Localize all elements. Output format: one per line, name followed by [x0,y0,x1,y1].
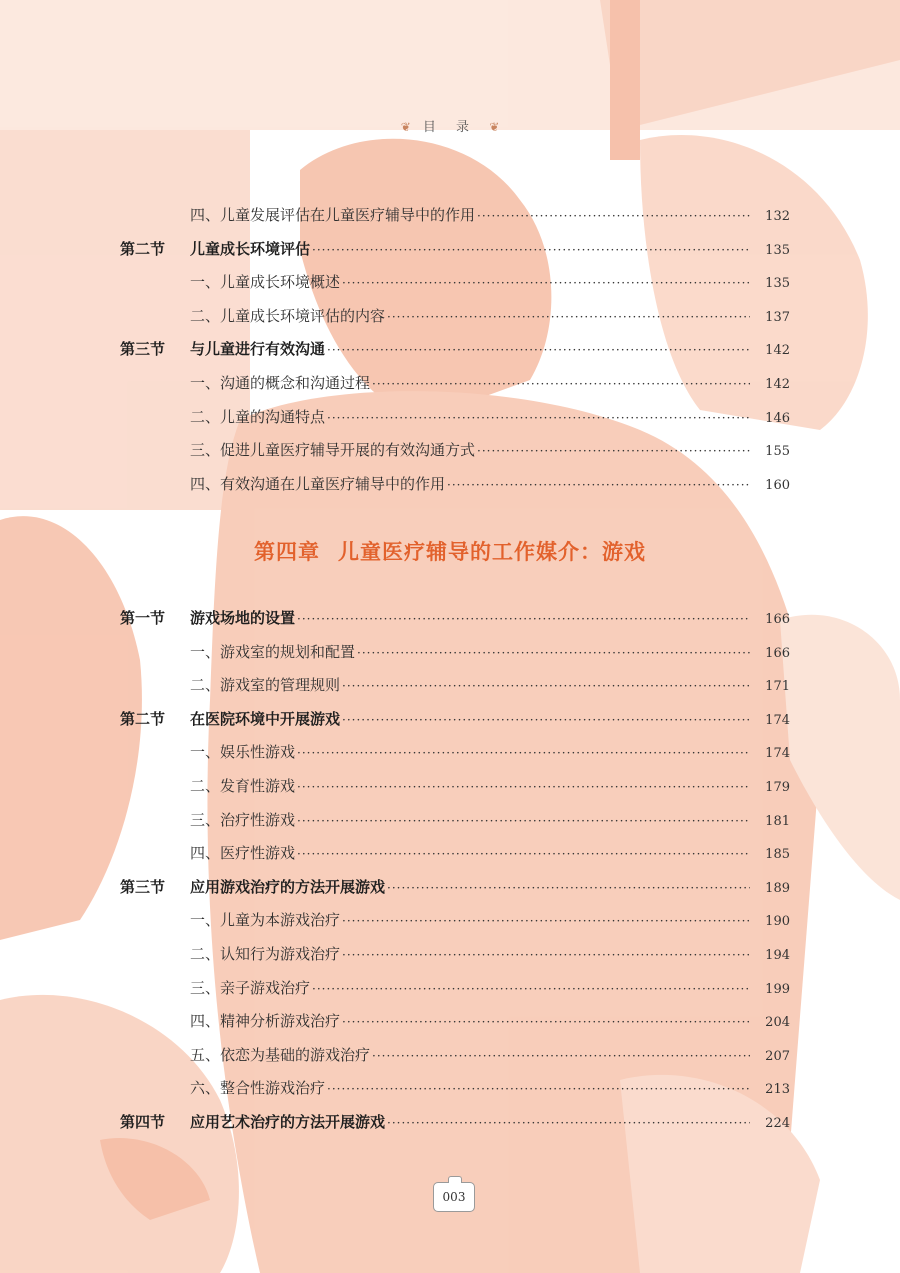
dot-leader [297,775,750,799]
toc-entry-title: 二、儿童的沟通特点 [190,407,326,426]
toc-entry-title: 二、发育性游戏 [190,777,296,795]
ornament-right-icon: ❦ [489,120,500,134]
toc-item-entry[interactable] [190,908,790,932]
toc-item-entry[interactable] [190,774,790,798]
toc-section-entry[interactable] [120,237,790,261]
toc-page-number: 155 [765,444,790,460]
dot-leader [312,977,750,1001]
toc-page-number: 174 [765,712,790,728]
toc-entry-title: 四、医疗性游戏 [190,844,296,863]
toc-page-number: 199 [765,981,790,997]
dot-leader [327,1077,750,1101]
toc-entry-title: 一、儿童为本游戏治疗 [190,911,341,930]
toc-section-entry[interactable] [120,707,790,731]
toc-entry-title: 应用艺术治疗的方法开展游戏 [190,1113,386,1131]
chapter-title-text: 儿童医疗辅导的工作媒介：游戏 [338,540,646,564]
toc-page-number: 132 [765,209,790,224]
toc-item-entry[interactable] [190,640,790,664]
toc-page-number: 171 [765,679,790,695]
toc-page-number: 189 [765,880,790,896]
toc-page-number: 160 [765,477,790,493]
dot-leader [477,439,750,463]
toc-page-number: 185 [765,847,790,863]
toc-section-entry[interactable] [120,1110,790,1134]
toc-item-entry[interactable] [190,203,790,227]
dot-leader [342,909,750,933]
toc-page-number: 137 [765,309,790,325]
dot-leader [297,809,750,833]
chapter-number: 第四章 [254,540,320,564]
dot-leader [297,741,750,765]
toc-item-entry[interactable] [190,841,790,865]
dot-leader [447,473,750,497]
toc-page-number: 142 [765,343,790,359]
toc-entry-title: 二、游戏室的管理规则 [190,676,341,695]
dot-leader [342,943,750,967]
toc-item-entry[interactable] [190,1009,790,1033]
dot-leader [297,607,750,631]
toc-page-number: 146 [765,410,790,426]
toc-entry-title: 四、精神分析游戏治疗 [190,1012,341,1031]
toc-page-number: 166 [765,645,790,661]
toc-page-number: 166 [765,612,790,627]
toc-section-number: 第四节 [120,1113,166,1131]
toc-entry-title: 儿童成长环境评估 [190,239,311,258]
dot-leader [312,238,750,262]
toc-entry-title: 四、儿童发展评估在儿童医疗辅导中的作用 [190,206,476,224]
toc-section-number: 第三节 [120,877,166,896]
toc-page-number: 190 [765,914,790,930]
dot-leader [297,842,750,866]
toc-section-number: 第二节 [120,709,166,728]
toc-entry-title: 五、依恋为基础的游戏治疗 [190,1045,371,1064]
toc-item-entry[interactable] [190,438,790,462]
toc-item-entry[interactable] [190,270,790,294]
toc-section-number: 第一节 [120,609,166,627]
toc-entry-title: 三、治疗性游戏 [190,810,296,829]
toc-entry-title: 一、娱乐性游戏 [190,743,296,762]
page-header [0,116,900,135]
dot-leader [357,641,750,665]
toc-page-number: 181 [765,813,790,829]
dot-leader [342,271,750,295]
ornament-left-icon: ❦ [400,120,411,134]
dot-leader [387,305,750,329]
toc-entry-title: 二、儿童成长环境评估的内容 [190,306,386,325]
toc-item-entry[interactable] [190,405,790,429]
toc-entry-title: 二、认知行为游戏治疗 [190,945,341,963]
toc-entry-title: 三、促进儿童医疗辅导开展的有效沟通方式 [190,441,476,460]
toc-page-number: 213 [765,1082,790,1098]
toc-item-entry[interactable] [190,472,790,496]
chapter-title [0,536,900,566]
toc-item-entry[interactable] [190,808,790,832]
dot-leader [327,406,750,430]
toc-entry-title: 一、沟通的概念和沟通过程 [190,374,371,392]
dot-leader [342,1010,750,1034]
dot-leader [372,372,750,396]
page-number: 003 [433,1182,475,1212]
toc-page-number: 135 [765,242,790,258]
toc-entry-title: 三、亲子游戏治疗 [190,978,311,997]
toc-item-entry[interactable] [190,976,790,1000]
toc-item-entry[interactable] [190,942,790,966]
dot-leader [387,876,750,900]
toc-page-number: 194 [765,948,790,963]
toc-section-entry[interactable] [120,875,790,899]
toc-item-entry[interactable] [190,304,790,328]
toc-page-number: 174 [765,746,790,762]
toc-item-entry[interactable] [190,371,790,395]
toc-section-entry[interactable] [120,337,790,361]
dot-leader [387,1111,750,1135]
toc-section-entry[interactable] [120,606,790,630]
toc-page-number: 179 [765,780,790,795]
toc-section-number: 第三节 [120,340,166,359]
toc-page-number: 224 [765,1116,790,1131]
toc-item-entry[interactable] [190,673,790,697]
toc-entry-title: 在医院环境中开展游戏 [190,709,341,728]
toc-entry-title: 与儿童进行有效沟通 [190,340,326,359]
toc-entry-title: 应用游戏治疗的方法开展游戏 [190,877,386,896]
toc-item-entry[interactable] [190,740,790,764]
toc-item-entry[interactable] [190,1043,790,1067]
dot-leader [477,204,750,228]
toc-entry-title: 四、有效沟通在儿童医疗辅导中的作用 [190,474,446,493]
toc-page-number: 207 [765,1048,790,1064]
toc-page-number: 135 [765,276,790,292]
toc-page-number: 142 [765,377,790,392]
dot-leader [342,674,750,698]
dot-leader [327,338,750,362]
dot-leader [342,708,750,732]
toc-entry-title: 六、整合性游戏治疗 [190,1079,326,1098]
header-title: 目 录 [422,120,478,135]
toc-page-number: 204 [765,1015,790,1031]
toc-entry-title: 一、游戏室的规划和配置 [190,642,356,661]
toc-item-entry[interactable] [190,1076,790,1100]
toc-entry-title: 一、儿童成长环境概述 [190,273,341,292]
toc-entry-title: 游戏场地的设置 [190,609,296,627]
toc-section-number: 第二节 [120,239,166,258]
dot-leader [372,1044,750,1068]
